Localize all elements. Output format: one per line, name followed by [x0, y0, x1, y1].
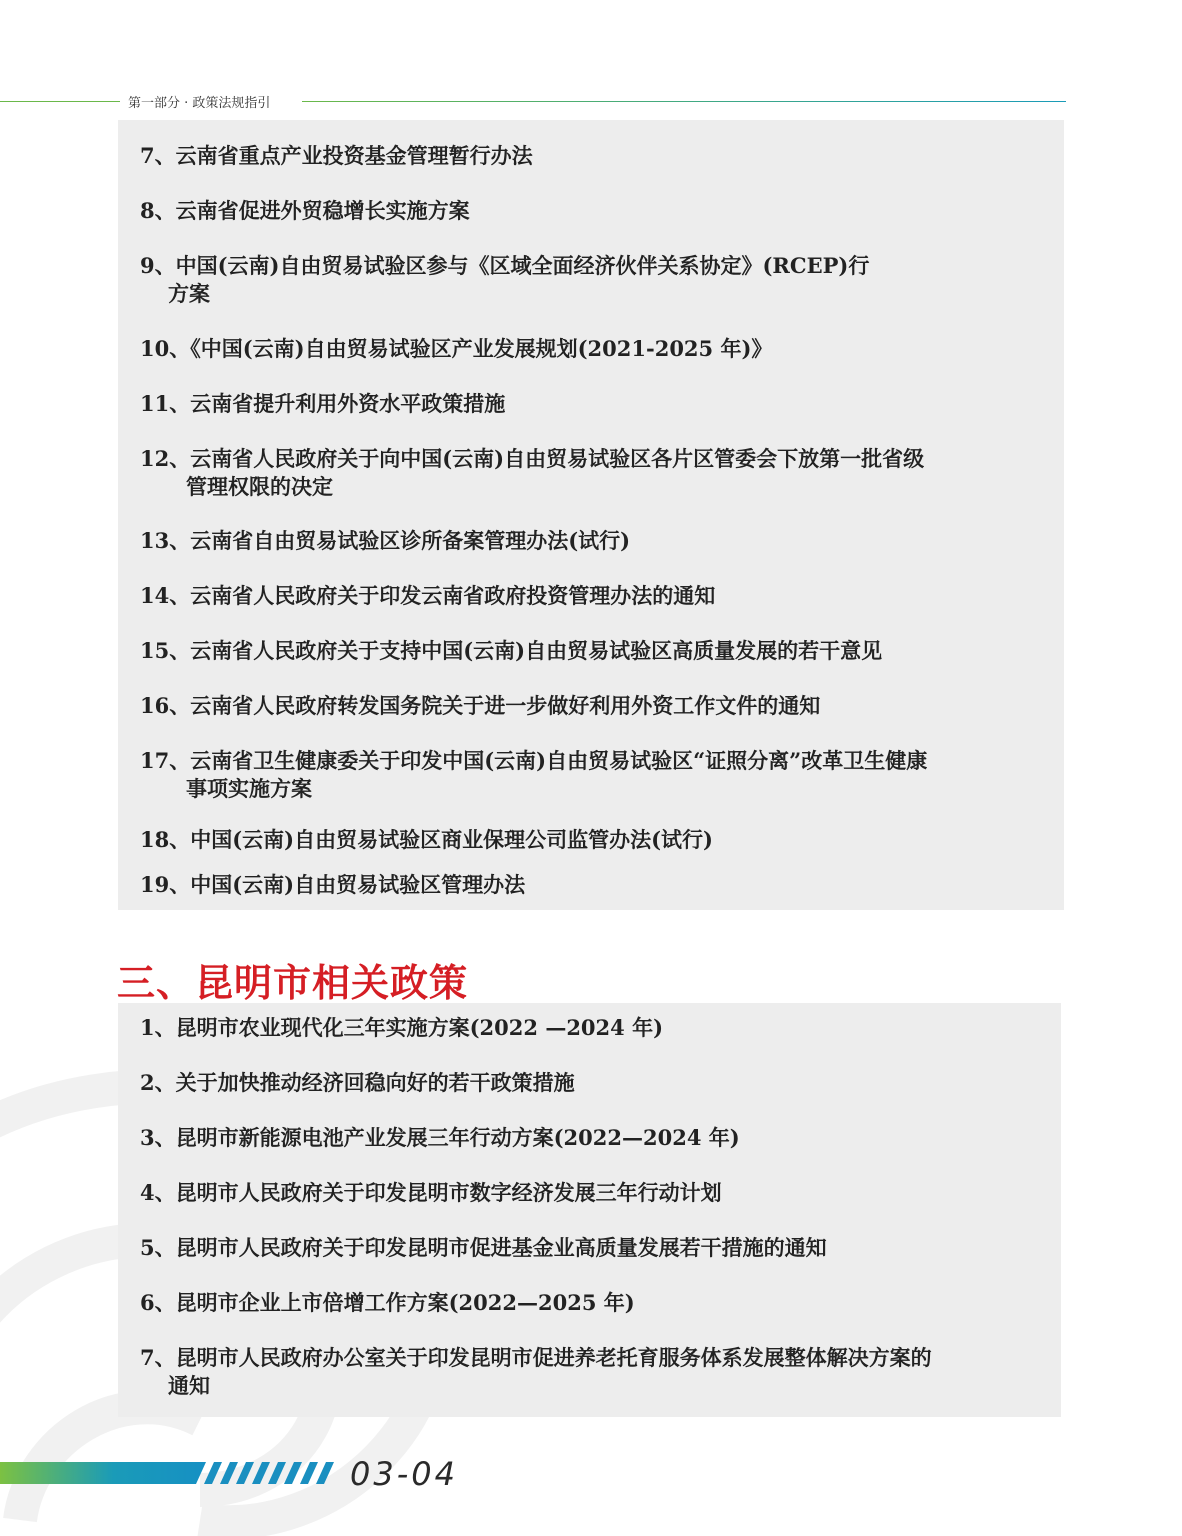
header-rule-left [0, 101, 120, 102]
list-item-continuation: 通知 [168, 1373, 210, 1398]
list-item: 18、中国(云南)自由贸易试验区商业保理公司监管办法(试行) [140, 827, 713, 852]
header-section-label: 第一部分 · 政策法规指引 [128, 96, 271, 111]
list-item: 4、昆明市人民政府关于印发昆明市数字经济发展三年行动计划 [140, 1180, 722, 1205]
list-item-continuation: 管理权限的决定 [186, 474, 333, 499]
list-item: 7、昆明市人民政府办公室关于印发昆明市促进养老托育服务体系发展整体解决方案的 通知 [140, 1344, 1050, 1400]
list-item: 7、云南省重点产业投资基金管理暂行办法 [140, 143, 533, 168]
list-item-continuation: 事项实施方案 [186, 776, 312, 801]
list-item: 16、云南省人民政府转发国务院关于进一步做好利用外资工作文件的通知 [140, 693, 821, 718]
section-title: 三、昆明市相关政策 [117, 960, 469, 1005]
page-header [0, 90, 1066, 114]
list-item: 1、昆明市农业现代化三年实施方案(2022 —2024 年) [140, 1015, 664, 1040]
header-rule-right [302, 101, 1066, 102]
list-item: 19、中国(云南)自由贸易试验区管理办法 [140, 872, 526, 897]
list-item: 15、云南省人民政府关于支持中国(云南)自由贸易试验区高质量发展的若干意见 [140, 638, 883, 663]
list-item: 17、云南省卫生健康委关于印发中国(云南)自由贸易试验区“证照分离”改革卫生健康 事项实施方案 [140, 747, 1050, 803]
list-item: 11、云南省提升利用外资水平政策措施 [140, 391, 506, 416]
list-item: 12、云南省人民政府关于向中国(云南)自由贸易试验区各片区管委会下放第一批省级 管理权限的决定 [140, 445, 1050, 501]
list-item: 10、《中国(云南)自由贸易试验区产业发展规划(2021-2025 年)》 [140, 336, 773, 361]
list-item: 6、昆明市企业上市倍增工作方案(2022—2025 年) [140, 1290, 635, 1315]
list-item: 13、云南省自由贸易试验区诊所备案管理办法(试行) [140, 528, 631, 553]
list-item: 9、中国(云南)自由贸易试验区参与《区域全面经济伙伴关系协定》(RCEP)行 方案 [140, 252, 1050, 308]
list-item: 14、云南省人民政府关于印发云南省政府投资管理办法的通知 [140, 583, 716, 608]
list-item: 5、昆明市人民政府关于印发昆明市促进基金业高质量发展若干措施的通知 [140, 1235, 827, 1260]
footer-gradient-bar [0, 1462, 340, 1484]
list-item: 2、关于加快推动经济回稳向好的若干政策措施 [140, 1070, 575, 1095]
list-item-continuation: 方案 [168, 281, 210, 306]
list-item: 3、昆明市新能源电池产业发展三年行动方案(2022—2024 年) [140, 1125, 740, 1150]
list-item: 8、云南省促进外贸稳增长实施方案 [140, 198, 470, 223]
page-number: 03-04 [350, 1455, 458, 1493]
